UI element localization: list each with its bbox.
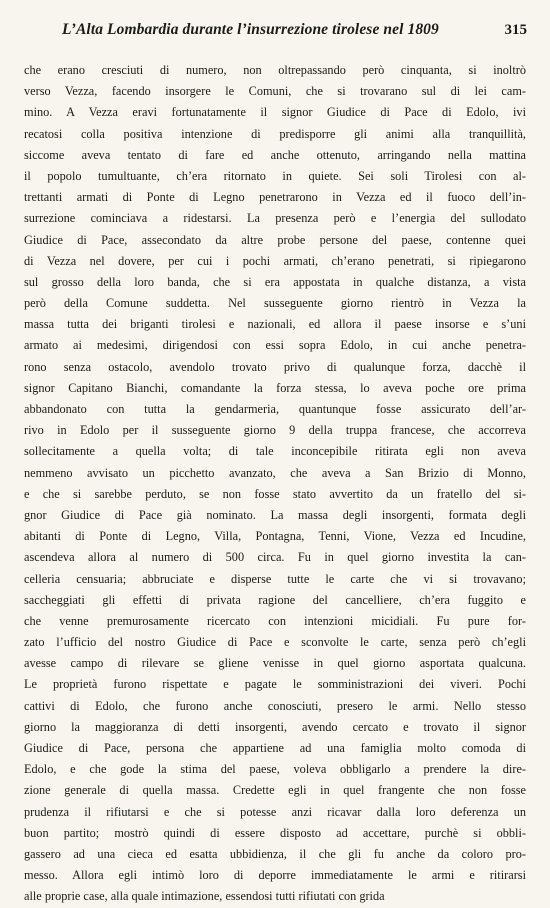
running-title: L’Alta Lombardia durante l’insurrezione tirolese nel 1809	[62, 21, 439, 38]
text-line: avesse campo di rilevare se gliene venisse in quel giorno asportata qualcuna.	[24, 656, 526, 671]
text-line: verso Vezza, facendo insorgere le Comuni, che si trovarano sul di lei cam-	[24, 84, 526, 99]
text-line: saccheggiati gli effetti di privata ragione del cancelliere, ch’era fuggito e	[24, 592, 526, 607]
body-text	[24, 60, 526, 908]
text-line: di Vezza nel dovere, per cui i pochi armati, ch’erano penetrati, si ripiegarono	[24, 253, 526, 268]
text-line: nemmeno avvisato un picchetto avanzato, che aveva a San Brizio di Monno,	[24, 465, 526, 480]
text-line: rono senza ostacolo, avendolo trovato privo di qualunque forza, dacchè il	[24, 359, 526, 374]
text-line: Giudice di Pace, persona che appartiene ad una famiglia molto comoda di	[24, 741, 526, 755]
text-line: gassero ad una cieca ed esatta ubbidienza, il che gli fu anche da coloro pro-	[24, 846, 526, 861]
text-line: buon partito; mostrò quindi di essere disposto ad accettare, purchè si obbli-	[24, 825, 526, 840]
text-line: e che si sarebbe perduto, se non fosse stato avvertito da un fratello del si-	[24, 486, 526, 501]
text-line: rivo in Edolo per il susseguente giorno 9 della truppa francese, che accorreva	[24, 423, 526, 438]
text-line: massa tutta dei briganti tirolesi e nazionali, ed allora il paese insorse e s’uni	[24, 317, 526, 332]
text-line: signor Capitano Bianchi, comandante la forza stessa, lo aveva poche ore prima	[24, 380, 526, 395]
text-line: zato l’ufficio del nostro Giudice di Pace e sconvolte le carte, senza però ch’egli	[24, 635, 526, 650]
text-line: mino. A Vezza eravi fortunatamente il signor Giudice di Pace di Edolo, ivi	[24, 105, 526, 120]
text-line: celleria censuaria; abbruciate e disperse tutte le carte che vi si trovavano;	[24, 571, 526, 586]
text-line: siccome aveva tentato di fare ed anche ottenuto, arringando nella mattina	[24, 147, 526, 162]
text-line: il popolo tumultuante, ch’era ritornato in quiete. Sei soli Tirolesi con al-	[24, 168, 526, 183]
text-line: recatosi colla positiva intenzione di predisporre gli animi alla tranquillità,	[24, 126, 526, 141]
text-line: sollecitamente a quella volta; di tale inconcepibile ritirata egli non aveva	[24, 444, 526, 459]
text-line: alle proprie case, alla quale intimazione, essendosi tutti rifiutati con grida	[24, 889, 385, 904]
text-line: abbandonato con tutta la gendarmeria, quantunque fosse assicurato dell’ar-	[24, 402, 526, 416]
text-line: trettanti armati di Ponte di Legno penetrarono in Vezza ed il fuoco dell’in-	[24, 190, 526, 205]
text-line: cattivi di Edolo, che furono anche conosciuti, presero le armi. Nello stesso	[24, 698, 526, 713]
text-line: messo. Allora egli intimò loro di deporre immediatamente le armi e ritirarsi	[24, 868, 526, 883]
text-line: armato ai medesimi, dirigendosi con essi sopra Edolo, in cui anche penetra-	[24, 338, 526, 353]
text-line: gnor Giudice di Pace già nominato. La massa degli insorgenti, formata degli	[24, 507, 526, 522]
page-number: 315	[504, 22, 527, 38]
text-line: abitanti di Ponte di Legno, Villa, Pontagna, Tenni, Vione, Vezza ed Incudine,	[24, 529, 526, 544]
running-header	[62, 15, 527, 39]
text-line: però della Comune suddetta. Nel susseguente giorno rientrò in Vezza la	[24, 296, 526, 311]
text-line: Edolo, e che gode la stima del paese, voleva obbligarlo a prendere la dire-	[24, 762, 526, 777]
text-line: che venne premurosamente ricercato con intenzioni micidiali. Fu pure for-	[24, 613, 526, 628]
text-line: Giudice di Pace, assecondato da altre probe persone del paese, contenne quei	[24, 232, 526, 247]
text-line: giorno la maggioranza di detti insorgenti, avendo cercato e trovato il signor	[24, 719, 526, 734]
text-line: Le proprietà furono rispettate e pagate le somministrazioni dei viveri. Pochi	[24, 677, 526, 692]
text-line: surrezione cominciava a ridestarsi. La presenza però e l’energia del sullodato	[24, 211, 526, 226]
text-line: zione generale di quella massa. Credette egli in quel frangente che non fosse	[24, 783, 526, 798]
text-line: prudenza il rifiutarsi e che si potesse anzi ricavar dalla loro deferenza un	[24, 804, 526, 819]
text-line: ascendeva allora al numero di 500 circa. Fu in quel giorno investita la can-	[24, 550, 526, 565]
text-line: che erano cresciuti di numero, non oltrepassando però cinquanta, si inoltrò	[24, 63, 526, 77]
text-line: sul grosso della loro banda, che si era appostata in qualche distanza, a vista	[24, 274, 526, 289]
